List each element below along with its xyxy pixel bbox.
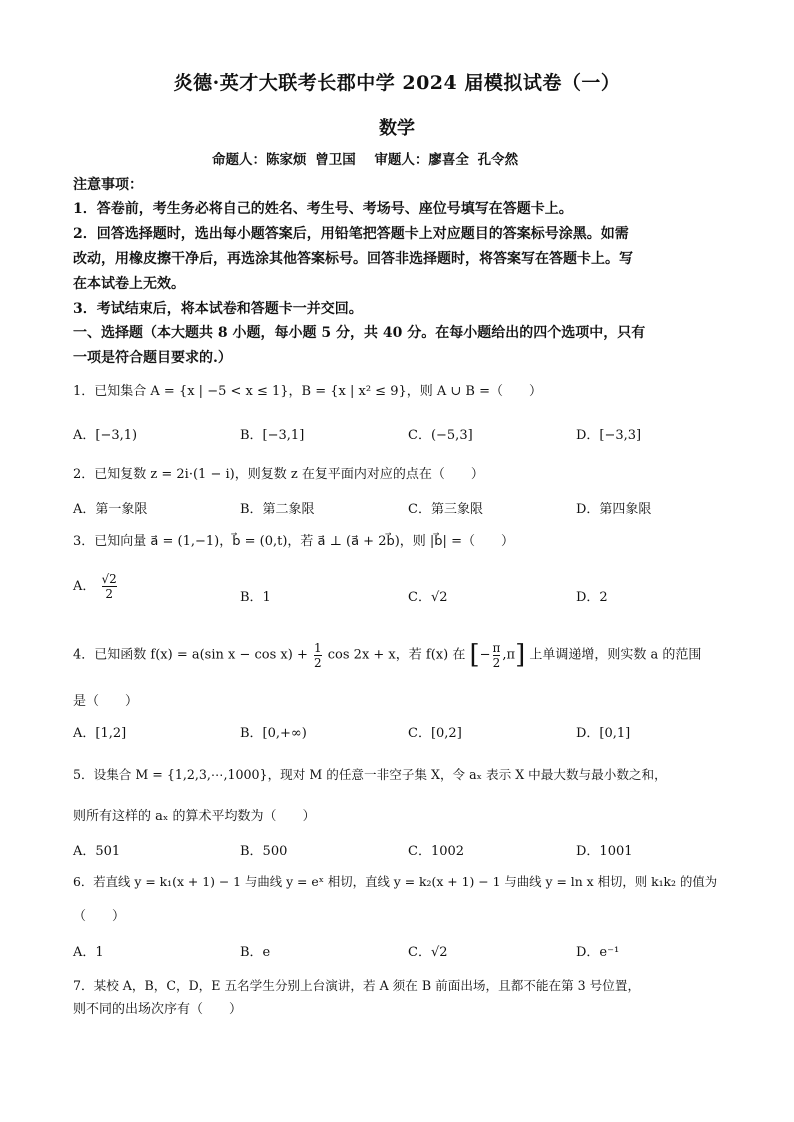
question-3-option-a-fraction: [102, 572, 117, 601]
interval-close-bracket: ]: [515, 640, 526, 670]
question-2-option-b: B．第二象限: [240, 502, 315, 517]
question-4-option-c: C．[0,2]: [408, 726, 462, 741]
question-6-option-a: A．1: [73, 945, 104, 960]
question-3-option-a: [73, 572, 119, 601]
question-3-option-b: B．1: [240, 590, 271, 605]
question-6-option-b: B．e: [240, 945, 271, 960]
question-3-option-d: D．2: [576, 590, 608, 605]
question-1-option-a: A．[−3,1): [73, 428, 138, 443]
interval-open-bracket: [: [469, 640, 480, 670]
fraction-numerator: π: [492, 640, 501, 655]
question-2-option-d: D．第四象限: [576, 502, 652, 517]
notice-line-2: 2．回答选择题时，选出每小题答案后，用铅笔把答题卡上对应题目的答案标号涂黑。如需: [73, 226, 629, 242]
question-4-stem-part-b: cos 2x + x，若 f(x) 在: [327, 647, 466, 663]
author-2: 曾卫国: [315, 152, 356, 168]
question-1-option-b: B．[−3,1]: [240, 428, 305, 443]
author-4: 孔令然: [477, 152, 519, 168]
section-heading-line-2: 一项是符合题目要求的.）: [73, 350, 232, 366]
question-4-half-fraction: [314, 641, 322, 670]
author-1: 命题人：陈家烦: [212, 152, 307, 168]
question-4-stem-line-1: [73, 640, 701, 670]
question-1-stem: 1．已知集合 A = {x | −5 < x ≤ 1}，B = {x | x² ≤ 9}，则 A ∪ B =（ ）: [73, 384, 543, 399]
question-3-stem: 3．已知向量 a⃗ = (1,−1)，b⃗ = (0,t)，若 a⃗ ⊥ (a⃗ + 2b⃗)，则 |b⃗| =（ ）: [73, 534, 514, 549]
question-1-option-d: D．[−3,3]: [576, 428, 642, 443]
notice-line-5: 3．考试结束后，将本试卷和答题卡一并交回。: [73, 301, 363, 317]
question-4-stem-part-c: 上单调递增，则实数 a 的范围: [529, 647, 702, 663]
question-4-stem-part-a: 4．已知函数 f(x) = a(sin x − cos x) +: [73, 647, 308, 663]
notice-heading: 注意事项：: [73, 177, 143, 193]
subject-title: 数学: [379, 118, 415, 139]
question-6-stem-line-1: 6．若直线 y = k₁(x + 1) − 1 与曲线 y = eˣ 相切，直线 y = k₂(x + 1) − 1 与曲线 y = ln x 相切，则 k₁k₂ 的值为: [73, 874, 718, 889]
fraction-denominator: 2: [105, 587, 113, 601]
question-5-option-b: B．500: [240, 844, 288, 859]
question-3-option-c: C．√2: [408, 590, 448, 605]
question-7-stem-line-1: 7．某校 A，B，C，D，E 五名学生分别上台演讲，若 A 须在 B 前面出场，且都不能在第 3 号位置，: [73, 978, 641, 993]
question-5-stem-line-2: 则所有这样的 aₓ 的算术平均数为（ ）: [73, 809, 316, 824]
section-heading-line-1: 一、选择题（本大题共 8 小题，每小题 5 分，共 40 分。在每小题给出的四个选项中，只有: [73, 325, 646, 341]
fraction-numerator: √2: [101, 572, 117, 586]
notice-line-3: 改动，用橡皮擦干净后，再选涂其他答案标号。回答非选择题时，将答案写在答题卡上。写: [73, 251, 633, 267]
question-5-option-a: A．501: [73, 844, 121, 859]
question-4-stem-line-2: 是（ ）: [73, 694, 139, 709]
exam-title: 炎德·英才大联考长郡中学 2024 届模拟试卷（一）: [173, 72, 621, 94]
authors-line: [212, 148, 522, 168]
question-4-interval-fraction: [493, 641, 501, 670]
fraction-numerator: 1: [313, 640, 322, 655]
question-3-option-a-label: A．: [73, 579, 96, 594]
notice-line-1: 1．答卷前，考生务必将自己的姓名、考生号、考场号、座位号填写在答题卡上。: [73, 201, 573, 217]
question-2-option-a: A．第一象限: [73, 502, 148, 517]
question-4-option-b: B．[0,+∞): [240, 726, 307, 741]
question-5-stem-line-1: 5．设集合 M = {1,2,3,⋯,1000}，现对 M 的任意一非空子集 X，令 aₓ 表示 X 中最大数与最小数之和，: [73, 767, 667, 782]
question-4-option-d: D．[0,1]: [576, 726, 631, 741]
fraction-denominator: 2: [313, 655, 322, 670]
question-5-option-d: D．1001: [576, 844, 633, 859]
author-3: 审题人：廖喜全: [374, 152, 469, 168]
fraction-denominator: 2: [492, 655, 501, 670]
question-6-stem-line-2: （ ）: [73, 909, 126, 924]
notice-line-4: 在本试卷上无效。: [73, 276, 185, 292]
question-5-option-c: C．1002: [408, 844, 465, 859]
interval-right-end: ,π: [502, 647, 516, 663]
question-2-option-c: C．第三象限: [408, 502, 483, 517]
question-6-option-c: C．√2: [408, 945, 448, 960]
question-2-stem: 2．已知复数 z = 2i·(1 − i)，则复数 z 在复平面内对应的点在（ ）: [73, 467, 484, 482]
question-4-option-a: A．[1,2]: [73, 726, 127, 741]
interval-minus: −: [479, 647, 491, 663]
question-6-option-d: D．e⁻¹: [576, 945, 620, 960]
question-7-stem-line-2: 则不同的出场次序有（ ）: [73, 1002, 243, 1017]
question-1-option-c: C．(−5,3]: [408, 428, 473, 443]
